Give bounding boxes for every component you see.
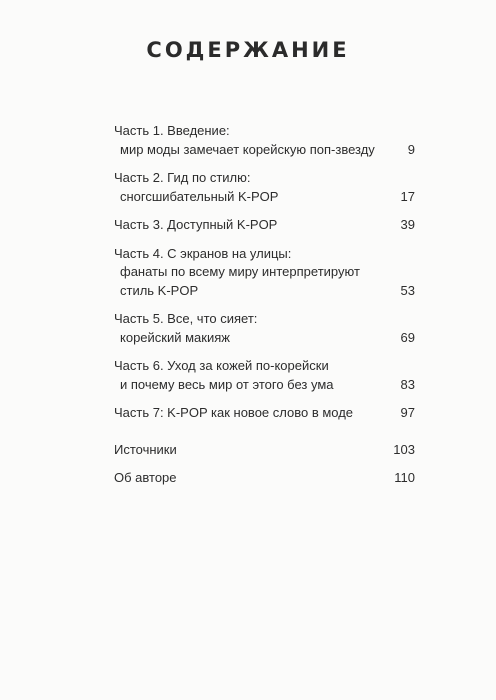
toc-entry-heading: Часть 5. Все, что сияет: <box>114 311 258 326</box>
table-of-contents <box>114 122 415 488</box>
toc-page-number: 69 <box>400 329 415 345</box>
toc-entry-heading: Часть 1. Введение: <box>114 123 230 138</box>
toc-entry-subtitle: мир моды замечает корейскую поп-звезду <box>120 141 375 157</box>
toc-page-number: 9 <box>407 141 415 157</box>
toc-entry-heading: Источники <box>114 441 177 457</box>
toc-entry-heading: Часть 7: K-POP как новое слово в моде <box>114 405 354 420</box>
toc-page-number: 103 <box>393 441 415 457</box>
toc-entry-subtitle: стиль K-POP <box>120 282 199 298</box>
toc-page-number: 53 <box>400 282 415 298</box>
toc-entry-part-3 <box>114 216 415 235</box>
toc-page-number: 39 <box>400 217 415 232</box>
toc-entry-part-4 <box>114 245 415 301</box>
toc-entry-part-5 <box>114 310 415 347</box>
toc-page-number: 97 <box>400 405 415 420</box>
spacer <box>114 206 415 216</box>
toc-page-number: 110 <box>394 470 415 485</box>
toc-entry-sources <box>114 441 415 460</box>
toc-entry-subtitle: сногсшибательный K-POP <box>120 188 279 204</box>
toc-entry-about-author <box>114 469 415 488</box>
spacer <box>114 300 415 310</box>
toc-page-number: 83 <box>400 376 415 392</box>
toc-entry-part-1 <box>114 122 415 159</box>
toc-entry-heading: Часть 3. Доступный K-POP <box>114 217 278 232</box>
toc-entry-part-7 <box>114 404 415 423</box>
spacer <box>114 394 415 404</box>
toc-entry-part-2 <box>114 169 415 206</box>
toc-entry-heading: Часть 2. Гид по стилю: <box>114 170 251 185</box>
toc-entry-subtitle: корейский макияж <box>120 329 230 345</box>
spacer <box>114 159 415 169</box>
spacer <box>114 235 415 245</box>
spacer <box>114 459 415 469</box>
spacer <box>114 347 415 357</box>
toc-entry-heading: Об авторе <box>114 470 177 485</box>
toc-entry-heading: Часть 6. Уход за кожей по-корейски <box>114 358 329 373</box>
toc-entry-part-6 <box>114 357 415 394</box>
toc-entry-subtitle: и почему весь мир от этого без ума <box>120 376 334 392</box>
spacer <box>114 423 415 441</box>
toc-entry-heading: Часть 4. С экранов на улицы: <box>114 245 292 261</box>
toc-entry-subtitle: фанаты по всему миру интерпретируют <box>120 264 360 279</box>
page-title: СОДЕРЖАНИЕ <box>146 38 350 62</box>
toc-page-number: 17 <box>400 188 415 204</box>
